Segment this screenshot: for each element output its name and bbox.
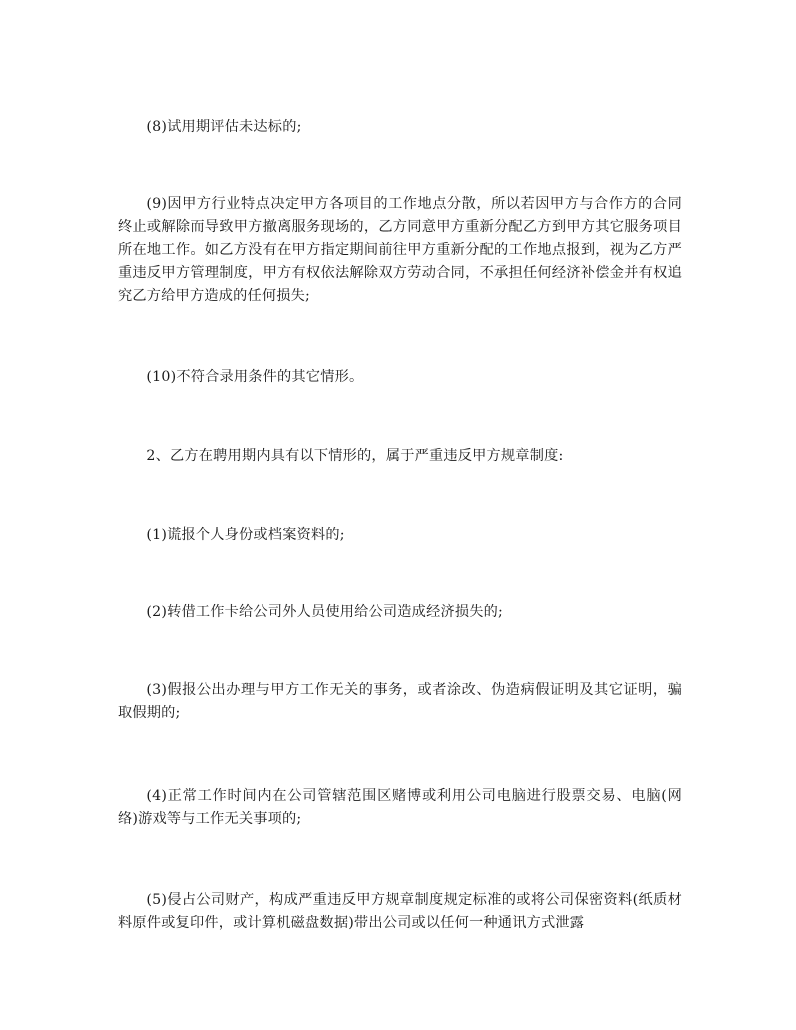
- paragraph-item-10: (10)不符合录用条件的其它情形。: [146, 369, 364, 385]
- paragraph-item-9: (9)因甲方行业特点决定甲方各项目的工作地点分散，所以若因甲方与合作方的合同终止或解除而导致甲方撤离服务现场的，乙方同意甲方重新分配乙方到甲方其它服务项目所在地工作。如乙方没有在甲方指定期间前往甲方重新分配的工作地点报到，视为乙方严重违反甲方管理制度，甲方有权依法解除双方劳动合同，不承担任何经济补偿金并有权追究乙方给甲方造成的任何损失;: [118, 196, 682, 304]
- section-2-heading: 2、乙方在聘用期内具有以下情形的，属于严重违反甲方规章制度:: [146, 448, 564, 464]
- paragraph-item-8: (8)试用期评估未达标的;: [146, 119, 302, 135]
- section-2-item-4: (4)正常工作时间内在公司管辖范围区赌博或利用公司电脑进行股票交易、电脑(网络)游戏等与工作无关事项的;: [118, 788, 682, 827]
- section-2-item-5: (5)侵占公司财产，构成严重违反甲方规章制度规定标准的或将公司保密资料(纸质材料原件或复印件，或计算机磁盘数据)带出公司或以任何一种通讯方式泄露: [118, 892, 682, 931]
- section-2-item-1: (1)谎报个人身份或档案资料的;: [146, 527, 345, 543]
- section-2-item-3: (3)假报公出办理与甲方工作无关的事务，或者涂改、伪造病假证明及其它证明，骗取假期的;: [118, 682, 682, 721]
- section-2-item-2: (2)转借工作卡给公司外人员使用给公司造成经济损失的;: [146, 604, 503, 620]
